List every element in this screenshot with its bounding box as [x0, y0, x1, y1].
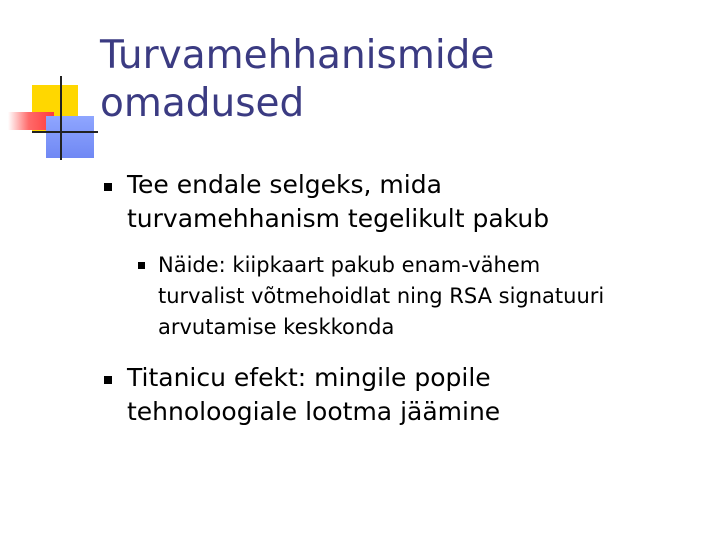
- ornament-blue-square: [46, 116, 94, 158]
- square-bullet-icon: [138, 262, 145, 269]
- sub-bullet-item: [158, 250, 698, 343]
- bullet-text: Tee endale selgeks, mida turvamehhanism tegelikult pakub: [127, 170, 550, 233]
- square-bullet-icon: [104, 376, 112, 384]
- ornament-horizontal-line: [32, 131, 98, 133]
- slide-title: Turvamehhanismide omadused: [100, 33, 495, 126]
- sub-bullet-text: Näide: kiipkaart pakub enam-vähem turvalist võtmehoidlat ning RSA signatuuri arvutamise keskkonda: [158, 253, 605, 339]
- bullet-item: [127, 168, 687, 236]
- bullet-item: [127, 361, 687, 429]
- square-bullet-icon: [104, 183, 112, 191]
- bullet-text: Titanicu efekt: mingile popile tehnoloogiale lootma jäämine: [127, 363, 501, 426]
- ornament-vertical-line: [60, 76, 62, 160]
